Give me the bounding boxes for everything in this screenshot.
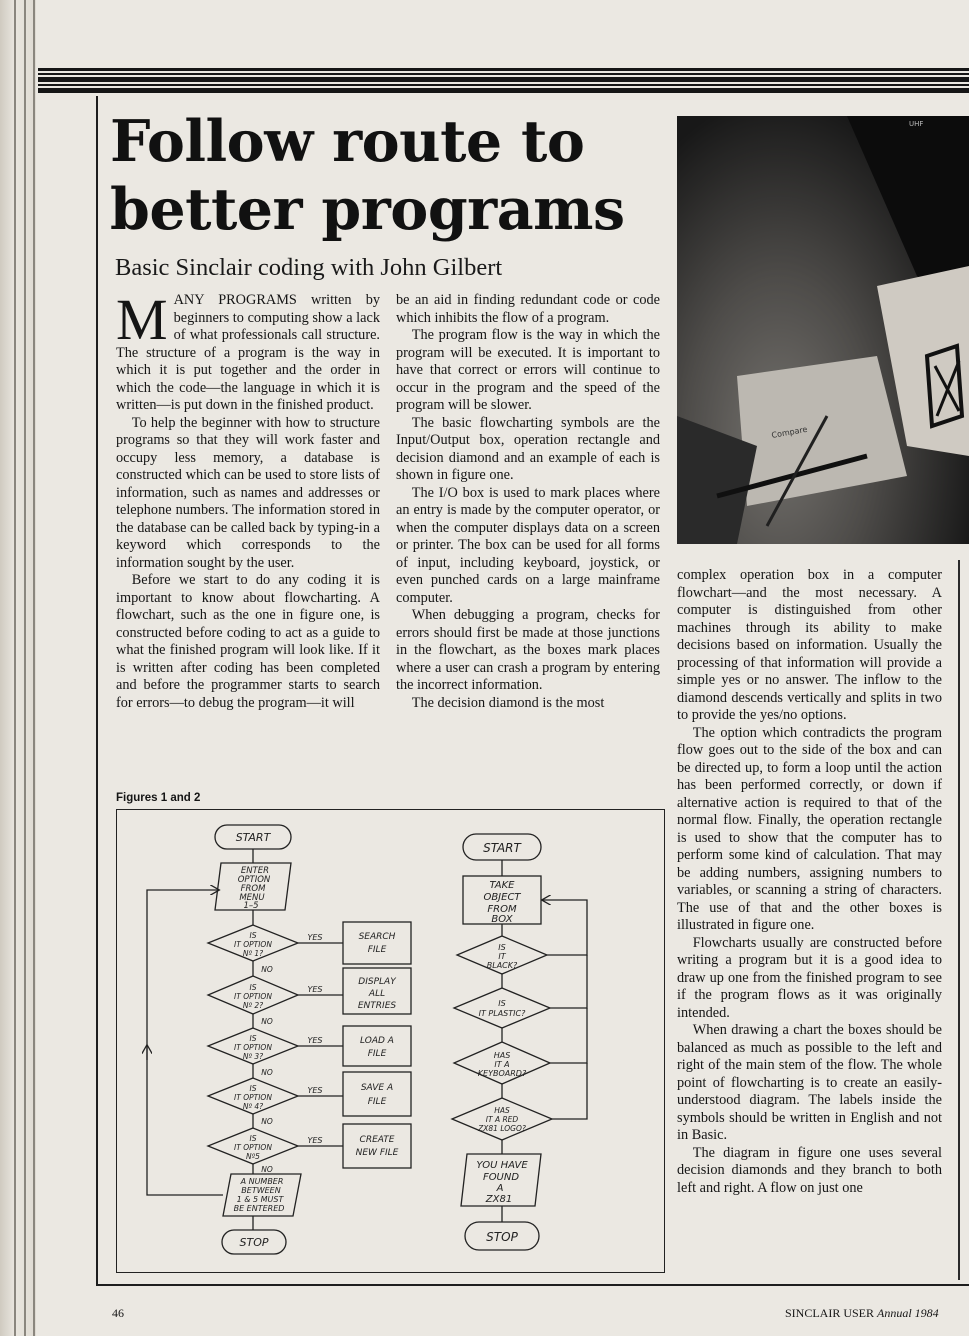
fig1-no-label: NO [261, 1117, 273, 1126]
lead-paragraph [116, 287, 380, 415]
fig1-d5-line: Nº5 [246, 1152, 260, 1161]
paragraph: The decision diamond is the most [411, 694, 605, 711]
fig1-action-create [343, 1124, 411, 1168]
fig2-take-line: TAKE [489, 880, 515, 891]
paragraph: The I/O box is used to mark places where an entry is made by the computer operator, or when the computer displays data on a screen or printer. The box can be used for all forms of input, including keyboard, joystick, or even punched cards on a large mainframe computer. [396, 484, 660, 606]
paragraph: The option which contradicts the program flow goes out to the side of the box and can be directed up, to form a loop until the action has been performed correctly, or down if alternative action is required to that of the normal flow. Finally, the operation rectangle is used to show that the computer has to perform some kind of calculation. That may be adding numbers, assigning numbers to variables, or scanning a string of characters. The use of that and the other boxes is illustrated in figure one. [677, 724, 942, 933]
fig1-enter-line: ENTER [240, 866, 270, 876]
fig2-d1-line: IT [498, 952, 506, 961]
fig1-d5-line: IT OPTION [234, 1143, 272, 1152]
paragraph: The program flow is the way in which the program will be executed. It is important to have that correct or errors will continue to occur in the program and the speed of the program will be slower. [396, 327, 660, 413]
frame-left-rule [96, 96, 98, 1286]
paragraph: When debugging a program, checks for errors should first be made at those junctions in the flowchart, as the boxes mark places where a user can crash a program by entering the incorrect information. [396, 607, 660, 693]
body-column-1 [116, 287, 380, 712]
flowchart-figures [117, 810, 664, 1272]
body-column-3 [677, 567, 942, 1197]
fig1-no-label: NO [261, 1068, 273, 1077]
frame-bottom-rule [96, 1284, 969, 1286]
fig2-found-line: A [496, 1183, 504, 1194]
fig1-enter-line: MENU [239, 893, 265, 903]
paragraph: be an aid in finding redundant code or code which inhibits the flow of a program. [396, 292, 660, 326]
fig2-start-label: START [483, 841, 521, 855]
drop-cap: M [116, 287, 168, 352]
fig1-d2-line: IT OPTION [234, 992, 272, 1001]
page-edge-line [24, 0, 26, 1336]
fig1-action-load-line: FILE [367, 1049, 387, 1059]
fig2-d1-line: IS [498, 943, 506, 952]
fig1-yes-label: YES [307, 1036, 323, 1045]
fig1-no-label: NO [261, 1165, 273, 1174]
fig2-found-line: YOU HAVE [476, 1160, 528, 1171]
fig2-d1-line: BLACK? [486, 961, 518, 970]
fig1-d1-line: IS [249, 931, 257, 940]
fig2-loop-1 [543, 900, 587, 955]
fig1-action-save [343, 1072, 411, 1116]
fig2-d3-line: IT A [494, 1060, 510, 1069]
page-stack-edge [0, 0, 36, 1336]
paragraph: The basic flowcharting symbols are the Input/Output box, operation rectangle and decision diamond and an example of each is shown in figure one. [396, 414, 660, 483]
publication-issue: Annual 1984 [877, 1306, 939, 1320]
fig2-found-line: ZX81 [485, 1194, 513, 1205]
fig1-d2-line: Nº 2? [242, 1001, 264, 1010]
fig1-d3-line: Nº 3? [242, 1052, 264, 1061]
article-title: Follow route to better programs [110, 108, 625, 243]
fig1-action-load-line: LOAD A [360, 1036, 394, 1046]
fig1-enter-line: OPTION [237, 875, 271, 885]
fig1-no-label: NO [261, 965, 273, 974]
lead-text: ANY PROGRAMS written by beginners to computing show a lack of what professionals call structure. The structure of a program is the way in which it is put together and the order in which the code—the language in which it is written—is put down in the finished product. [116, 292, 380, 413]
fig1-d1-line: IT OPTION [234, 940, 272, 949]
fig1-action-search-line: FILE [367, 945, 387, 955]
page-edge-line [33, 0, 35, 1336]
paragraph: The diagram in figure one uses several decision diamonds and they branch to both left and right. A flow on just one [677, 1144, 942, 1196]
fig1-action-display-line: ALL [368, 989, 386, 999]
fig1-no-label: NO [261, 1017, 273, 1026]
fig1-d5-line: IS [249, 1134, 257, 1143]
fig1-yes-label: YES [307, 1086, 323, 1095]
fig1-error-line: 1 & 5 MUST [236, 1195, 284, 1204]
fig1-d4-line: IS [249, 1084, 257, 1093]
fig1-start-label: START [235, 831, 271, 844]
fig2-take-line: FROM [487, 904, 517, 915]
photo-uhf-label: UHF [909, 120, 924, 128]
page-edge-line [14, 0, 16, 1336]
publication-name: SINCLAIR USER [785, 1306, 875, 1320]
fig1-action-create-line: NEW FILE [355, 1148, 399, 1158]
fig2-found-line: FOUND [482, 1172, 520, 1183]
paragraph: complex operation box in a computer flowchart—and the most necessary. A computer is distinguished from other machines through its ability to make decisions based on information. Usually the processing of that information will provide a simple yes or no answer. The inflow to the diamond descends vertically and splits in two to provide the yes/no options. [677, 567, 942, 723]
body-column-2 [396, 292, 660, 712]
fig1-d4-line: Nº 4? [242, 1102, 264, 1111]
fig2-take-line: OBJECT [483, 892, 521, 903]
fig1-error-line: BETWEEN [241, 1186, 281, 1195]
fig2-d4-line: IT A RED [485, 1115, 519, 1124]
fig1-d1-line: Nº 1? [242, 949, 264, 958]
page-number: 46 [112, 1306, 124, 1320]
fig2-d3-line: KEYBOARD? [477, 1069, 527, 1078]
fig2-stop-label: STOP [486, 1230, 518, 1244]
publication-footer [785, 1306, 939, 1321]
fig1-yes-label: YES [307, 985, 323, 994]
figures-frame [116, 809, 665, 1273]
header-rules [38, 68, 969, 94]
fig1-action-search [343, 922, 411, 964]
fig1-enter-line: FROM [240, 884, 266, 894]
paragraph: Flowcharts usually are constructed before writing a program but it is a good idea to draw up one from the finished program to see if the program flows as it was originally intended. [677, 934, 942, 1021]
fig2-d4-line: ZX81 LOGO? [478, 1124, 526, 1133]
fig1-d3-line: IT OPTION [234, 1043, 272, 1052]
fig2-d2-line: IS [498, 999, 506, 1008]
fig2-decision-2 [454, 988, 550, 1028]
paragraph: To help the beginner with how to structure programs so that they will work faster and occupy less memory, a database is constructed which can be used to store lists of information, such as names and addresses or telephone numbers. The information stored in the database can be called back by typing-in a keyword which corresponds to the information sought by the user. [116, 414, 380, 571]
article-photo [677, 116, 969, 544]
fig1-action-load [343, 1026, 411, 1066]
fig1-action-save-line: SAVE A [360, 1083, 394, 1093]
fig2-d2-line: IT PLASTIC? [478, 1009, 526, 1018]
fig2-d4-line: HAS [494, 1106, 510, 1115]
fig1-action-search-line: SEARCH [358, 932, 396, 942]
fig1-yes-label: YES [307, 1136, 323, 1145]
fig1-error-line: A NUMBER [240, 1177, 284, 1186]
article-subtitle: Basic Sinclair coding with John Gilbert [115, 254, 503, 281]
fig1-action-display-line: DISPLAY [358, 977, 396, 987]
right-column-rule [958, 560, 960, 1280]
fig1-action-create-line: CREATE [359, 1135, 395, 1145]
fig2-take-line: BOX [491, 914, 513, 925]
figure-caption: Figures 1 and 2 [116, 792, 201, 804]
fig1-enter-line: 1–5 [243, 901, 259, 911]
fig1-action-save-line: FILE [367, 1097, 387, 1107]
fig1-action-display-line: ENTRIES [357, 1001, 397, 1011]
fig1-yes-label: YES [307, 933, 323, 942]
paragraph: When drawing a chart the boxes should be balanced as much as possible to the left and right of the main stem of the flow. The whole point of flowcharting is to create an easily-understood diagram. The labels inside the symbols should be written in English and not in Basic. [677, 1022, 942, 1143]
photo-note-text: Compare [770, 424, 809, 440]
paragraph: Before we start to do any coding it is important to know about flowcharting. A flowchart, such as the one in figure one, is constructed before coding to act as a guide to what the finished program will look like. If it is written after coding has been completed and before the programmer starts to search for errors—to debug the program—it will [116, 572, 380, 711]
fig1-loop-arrow [147, 890, 223, 1195]
fig1-d4-line: IT OPTION [234, 1093, 272, 1102]
fig1-stop-label: STOP [239, 1236, 269, 1249]
fig1-d3-line: IS [249, 1034, 257, 1043]
fig2-d3-line: HAS [493, 1051, 511, 1060]
fig1-d2-line: IS [249, 983, 257, 992]
fig1-error-line: BE ENTERED [233, 1204, 285, 1213]
